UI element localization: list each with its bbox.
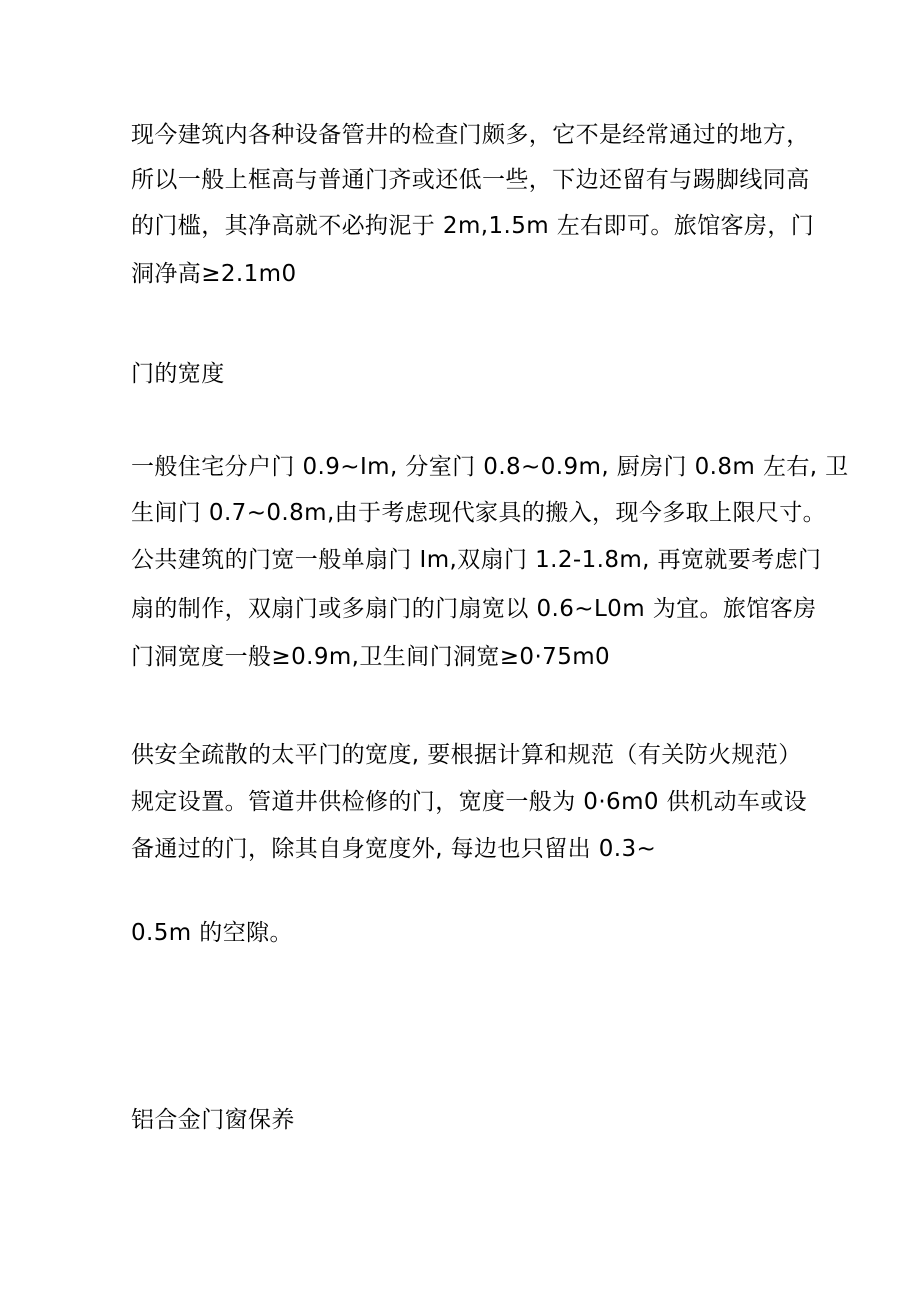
section-heading-aluminum-maintenance: 铝合金门窗保养	[131, 1107, 295, 1133]
paragraph-1-line-2: 所以一般上框高与普通门齐或还低一些，下边还留有与踢脚线同高	[131, 167, 810, 193]
paragraph-4-line-1: 0.5m 的空隙。	[131, 920, 293, 946]
paragraph-3-line-2: 规定设置。管道井供检修的门，宽度一般为 0·6m0 供机动车或设	[131, 789, 808, 815]
paragraph-2-line-4: 扇的制作，双扇门或多扇门的门扇宽以 0.6~L0m 为宜。旅馆客房	[131, 596, 817, 622]
paragraph-2-line-3: 公共建筑的门宽一般单扇门 Im,双扇门 1.2-1.8m, 再宽就要考虑门	[131, 547, 822, 573]
paragraph-2-line-1: 一般住宅分户门 0.9~Im, 分室门 0.8~0.9m, 厨房门 0.8m 左右, 卫	[131, 454, 849, 480]
paragraph-1-line-3: 的门槛，其净高就不必拘泥于 2m,1.5m 左右即可。旅馆客房，门	[131, 213, 815, 239]
paragraph-2-line-2: 生间门 0.7~0.8m,由于考虑现代家具的搬入，现今多取上限尺寸。	[131, 500, 827, 526]
paragraph-1-line-4: 洞净高≥2.1m0	[131, 261, 297, 287]
paragraph-2-line-5: 门洞宽度一般≥0.9m,卫生间门洞宽≥0·75m0	[131, 644, 611, 670]
paragraph-1-line-1: 现今建筑内各种设备管井的检查门颇多，它不是经常通过的地方，	[131, 122, 810, 148]
section-heading-door-width: 门的宽度	[131, 361, 225, 387]
paragraph-3-line-3: 备通过的门，除其自身宽度外, 每边也只留出 0.3~	[131, 836, 657, 862]
paragraph-3-line-1: 供安全疏散的太平门的宽度, 要根据计算和规范（有关防火规范）	[131, 742, 802, 768]
